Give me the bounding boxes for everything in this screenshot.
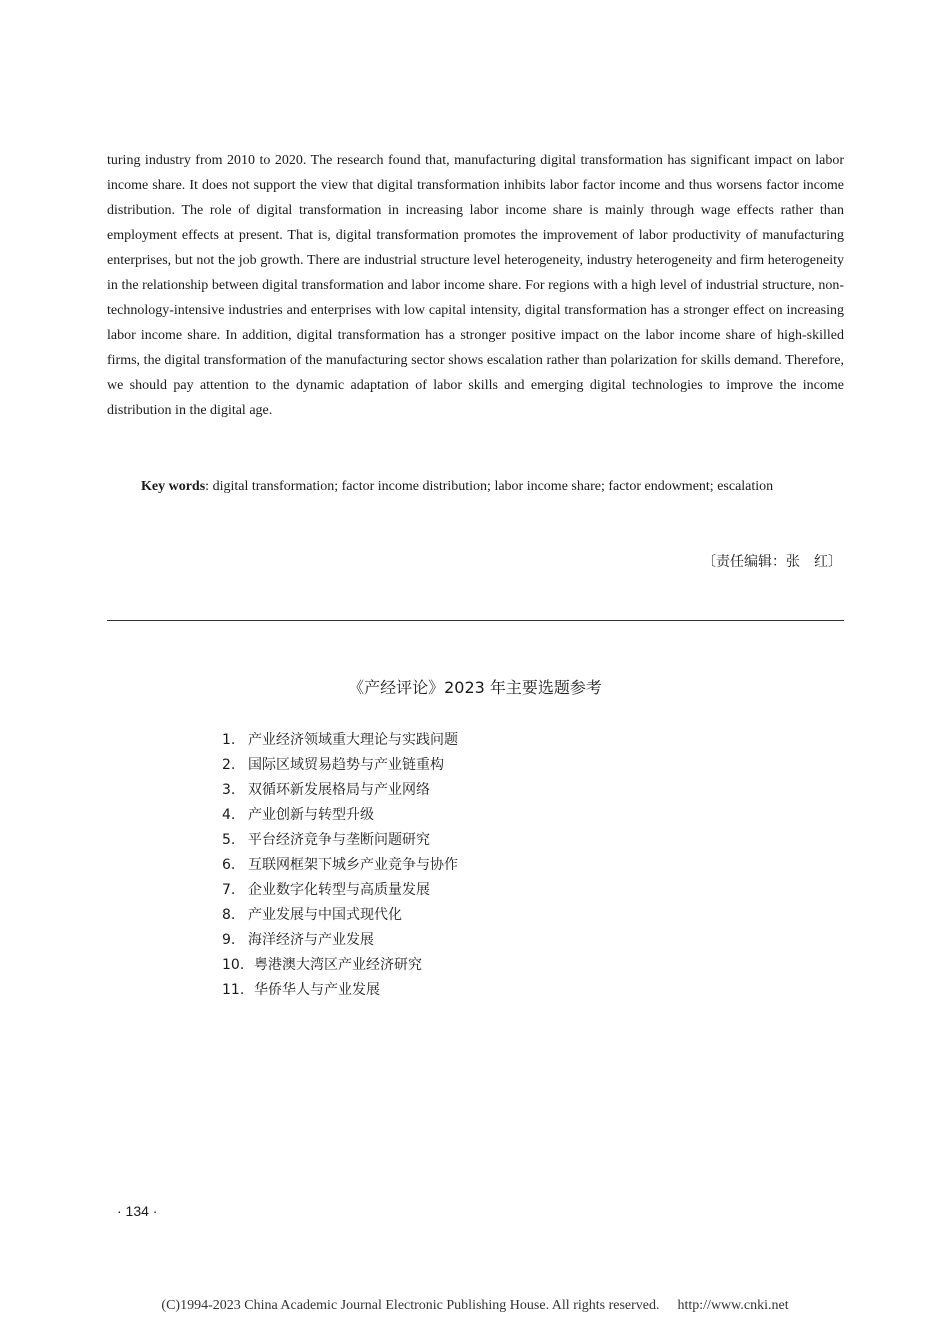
section-divider	[107, 620, 844, 621]
topic-item	[222, 830, 458, 855]
topic-label: 互联网框架下城乡产业竞争与协作	[248, 857, 458, 873]
topic-label: 粤港澳大湾区产业经济研究	[254, 957, 422, 973]
topics-title: 《产经评论》2023 年主要选题参考	[348, 678, 602, 697]
keywords-paragraph	[107, 474, 844, 499]
copyright-line	[0, 1296, 950, 1316]
keywords-label: Key words	[141, 479, 206, 494]
topic-label: 产业创新与转型升级	[248, 807, 374, 823]
keywords-separator: :	[205, 479, 213, 494]
topic-item	[222, 955, 458, 980]
topic-number: 6.	[222, 857, 236, 873]
topic-label: 产业发展与中国式现代化	[248, 907, 402, 923]
topic-label: 产业经济领域重大理论与实践问题	[248, 732, 458, 748]
cnki-url: http://www.cnki.net	[677, 1298, 789, 1313]
topic-item	[222, 980, 458, 1005]
topic-label: 双循环新发展格局与产业网络	[248, 782, 430, 798]
topic-label: 平台经济竞争与垄断问题研究	[248, 832, 430, 848]
topic-label: 海洋经济与产业发展	[248, 932, 374, 948]
topic-item	[222, 905, 458, 930]
topic-number: 2.	[222, 757, 236, 773]
topic-number: 5.	[222, 832, 236, 848]
topic-item	[222, 755, 458, 780]
topics-list	[222, 730, 458, 1005]
copyright-text: (C)1994-2023 China Academic Journal Electronic Publishing House. All rights reserved.	[161, 1298, 660, 1313]
topic-item	[222, 930, 458, 955]
topic-item	[222, 880, 458, 905]
topic-item	[222, 730, 458, 755]
topic-item	[222, 855, 458, 880]
topic-number: 8.	[222, 907, 236, 923]
topic-number: 9.	[222, 932, 236, 948]
topic-number: 3.	[222, 782, 236, 798]
responsible-editor: 〔责任编辑：张 红〕	[702, 554, 842, 570]
keywords-text: digital transformation; factor income distribution; labor income share; factor endowment; escalation	[212, 479, 774, 494]
topic-item	[222, 780, 458, 805]
topic-number: 1.	[222, 732, 236, 748]
topic-label: 国际区域贸易趋势与产业链重构	[248, 757, 444, 773]
topic-item	[222, 805, 458, 830]
topic-label: 华侨华人与产业发展	[254, 982, 380, 998]
topic-number: 7.	[222, 882, 236, 898]
abstract-paragraph: turing industry from 2010 to 2020. The research found that, manufacturing digital transformation has significant impact on labor income share. It does not support the view that digital transformation inhibits labor factor income and thus worsens factor income distribution. The role of digital transformation in increasing labor income share is mainly through wage effects rather than employment effects at present. That is, digital transformation promotes the improvement of labor productivity of manufacturing enterprises, but not the job growth. There are industrial structure level heterogeneity, industry heterogeneity and firm heterogeneity in the relationship between digital transformation and labor income share. For regions with a high level of industrial structure, non-technology-intensive industries and enterprises with low capital intensity, digital transformation has a stronger effect on increasing labor income share. In addition, digital transformation has a stronger positive impact on the labor income share of high-skilled firms, the digital transformation of the manufacturing sector shows escalation rather than polarization for skills demand. Therefore, we should pay attention to the dynamic adaptation of labor skills and emerging digital technologies to improve the income distribution in the digital age.	[107, 153, 844, 418]
topic-label: 企业数字化转型与高质量发展	[248, 882, 430, 898]
topic-number: 11.	[222, 982, 245, 998]
topic-number: 10.	[222, 957, 245, 973]
topic-number: 4.	[222, 807, 236, 823]
page-number: · 134 ·	[117, 1203, 158, 1219]
